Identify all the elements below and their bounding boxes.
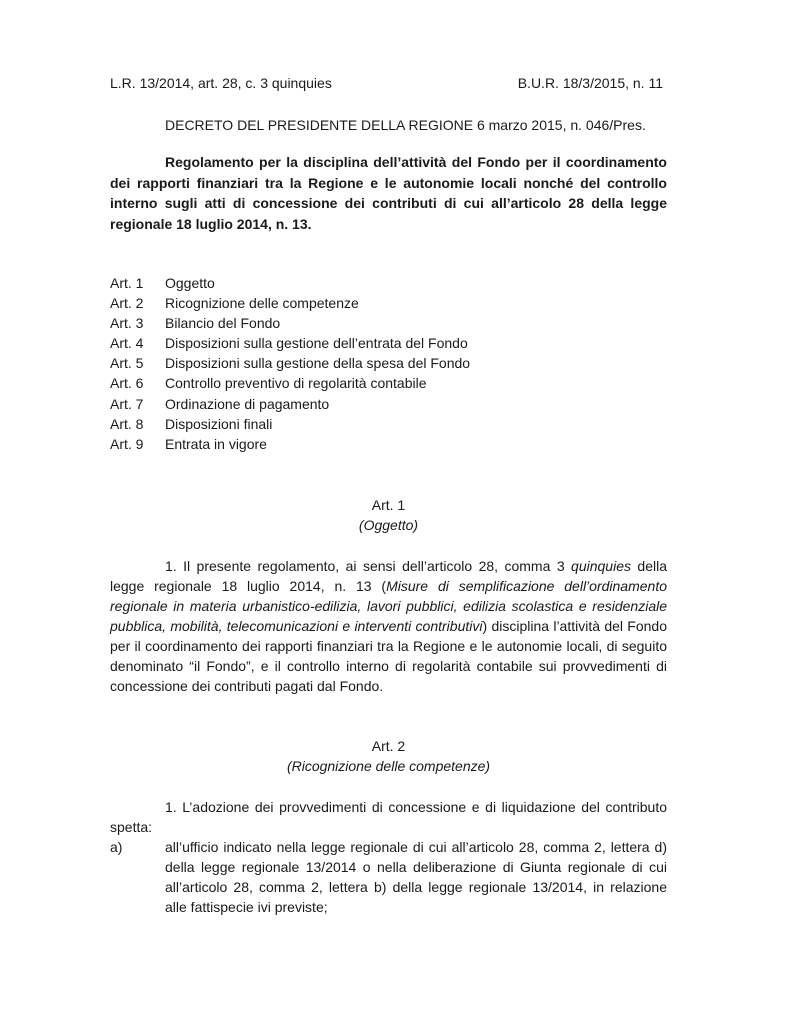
art2-item-a	[110, 837, 667, 917]
art2-paragraph-1: 1. L’adozione dei provvedimenti di concessione e di liquidazione del contributo spetta:	[110, 799, 667, 835]
toc-item	[110, 353, 470, 373]
toc-number: Art. 4	[110, 335, 144, 352]
toc-number: Art. 1	[110, 275, 144, 291]
art1-text: ) disciplina l’attività del Fondo per il coordinamento dei rapporti finanziari tra la Regione e le autonomie locali, di seguito denominato “il Fondo”, e il controllo interno di regolarità contabile sui provvedimenti di concessione dei contributi pagati dal Fondo.	[110, 618, 667, 694]
toc-label: Entrata in vigore	[165, 435, 267, 452]
toc-item	[110, 373, 470, 393]
toc-item	[110, 414, 470, 434]
toc-label: Ricognizione delle competenze	[165, 295, 359, 312]
table-of-contents	[110, 273, 470, 454]
toc-number: Art. 5	[110, 355, 144, 372]
toc-label: Controllo preventivo di regolarità contabile	[165, 375, 427, 392]
toc-label: Ordinazione di pagamento	[165, 395, 330, 412]
toc-label: Oggetto	[165, 275, 215, 291]
item-text: all’ufficio indicato nella legge regionale di cui all’articolo 28, comma 2, lettera d) della legge regionale 13/2014 o nella deliberazione di Giunta regionale di cui all’articolo 28, comma 2, lettera b) della legge regionale 13/2014, in relazione alle fattispecie ivi previste;	[165, 839, 667, 915]
header-reference: L.R. 13/2014, art. 28, c. 3 quinquies	[110, 75, 332, 91]
item-label: a)	[110, 839, 123, 855]
art1-law-title: Misure di semplificazione dell’ordinamento regionale in materia urbanistico-edilizia, lavori pubblici, edilizia scolastica e residenziale pubblica, mobilità, telecomunicazioni e interventi contributivi	[110, 578, 667, 634]
art1-heading: Art. 1	[371, 497, 406, 513]
toc-number: Art. 2	[110, 295, 144, 312]
toc-number: Art. 6	[110, 375, 144, 392]
toc-number: Art. 9	[110, 435, 144, 452]
toc-number: Art. 3	[110, 315, 144, 332]
toc-label: Bilancio del Fondo	[165, 315, 281, 332]
regulation-title: Regolamento per la disciplina dell’attività del Fondo per il coordinamento dei rapporti finanziari tra la Regione e le autonomie locali nonché del controllo interno sugli atti di concessione dei contributi di cui all’articolo 28 della legge regionale 18 luglio 2014, n. 13.	[110, 154, 667, 232]
toc-number: Art. 8	[110, 415, 144, 432]
art2-subtitle: (Ricognizione delle competenze)	[286, 758, 491, 774]
toc-item	[110, 333, 470, 353]
decree-line: DECRETO DEL PRESIDENTE DELLA REGIONE 6 marzo 2015, n. 046/Pres.	[165, 117, 646, 133]
toc-item	[110, 273, 470, 293]
header-bulletin: B.U.R. 18/3/2015, n. 11	[517, 75, 663, 91]
art1-emphasis: quinquies	[571, 558, 631, 574]
art1-text: della legge regionale 18 luglio 2014, n. 13 (	[110, 558, 668, 594]
toc-item	[110, 434, 470, 454]
art1-text: 1. Il presente regolamento, ai sensi dell’articolo 28, comma 3	[165, 558, 572, 574]
art1-subtitle: (Oggetto)	[358, 517, 419, 533]
toc-label: Disposizioni finali	[165, 415, 273, 432]
toc-item	[110, 293, 470, 313]
toc-item	[110, 394, 470, 414]
art2-heading: Art. 2	[371, 738, 406, 754]
toc-label: Disposizioni sulla gestione dell’entrata del Fondo	[165, 335, 468, 352]
art1-paragraph-1	[110, 556, 667, 696]
toc-item	[110, 313, 470, 333]
toc-number: Art. 7	[110, 395, 144, 412]
toc-label: Disposizioni sulla gestione della spesa del Fondo	[165, 355, 471, 372]
